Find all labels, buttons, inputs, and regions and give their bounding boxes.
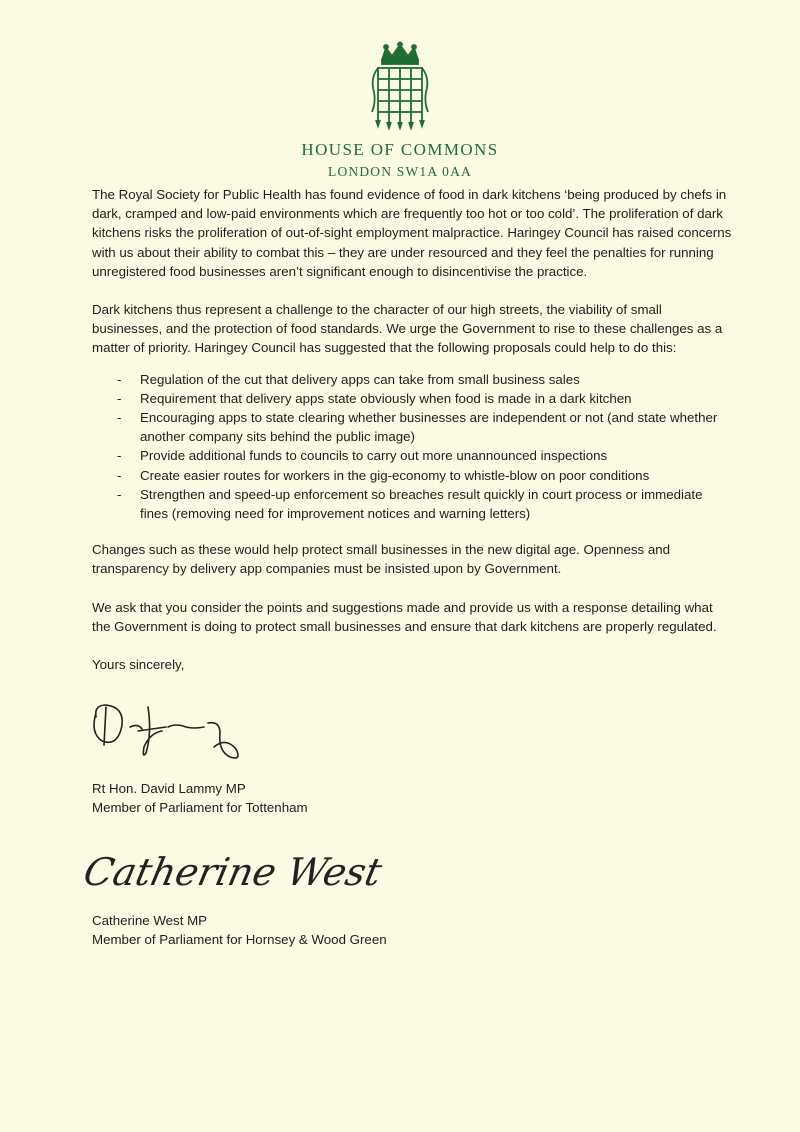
paragraph-2: Dark kitchens thus represent a challenge to the character of our high streets, the viability of small businesses, and the protection of food standards. We urge the Government to rise to these challenges as a matter of priority. Haringey Council has suggested that the following proposals could help to do this: xyxy=(92,302,723,356)
signatory-name: Catherine West MP xyxy=(92,912,208,928)
list-item: - Strengthen and speed-up enforcement so breaches result quickly in court process or immediate fines (removing need for improvement notices and warning letters) xyxy=(117,486,703,522)
signatory-name: Rt Hon. David Lammy MP xyxy=(92,781,246,797)
list-item: - Encouraging apps to state clearing whether businesses are independent or not (and state whether another company sits behind the public image) xyxy=(117,410,718,445)
list-item: - Requirement that delivery apps state obviously when food is made in a dark kitchen xyxy=(117,390,632,406)
signatory-role: Member of Parliament for Hornsey & Wood Green xyxy=(92,931,387,947)
signature-west xyxy=(79,837,386,903)
portcullis-crest-icon xyxy=(364,42,436,132)
sign-off: Yours sincerely, xyxy=(92,657,185,673)
paragraph-3: Changes such as these would help protect small businesses in the new digital age. Openness and transparency by delivery app companies must be insisted upon by Government. xyxy=(92,542,671,577)
list-item: - Create easier routes for workers in the gig-economy to whistle-blow on poor conditions xyxy=(117,467,650,483)
signatory-role: Member of Parliament for Tottenham xyxy=(92,800,308,816)
signature-lammy xyxy=(86,693,286,771)
list-item: - Regulation of the cut that delivery apps can take from small business sales xyxy=(117,371,580,387)
svg-text:Catherine West: Catherine West xyxy=(79,850,386,895)
paragraph-1: The Royal Society for Public Health has found evidence of food in dark kitchens ‘being produced by chefs in dark, cramped and low-paid environments which are frequently too hot or too cold’. The proliferation of dark kitchens risks the proliferation of out-of-sight employment malpractice. Haringey Council has raised concerns with us about their ability to combat this – they are under resourced and they feel the penalties for running unregistered food businesses aren’t significant enough to disincentivise the practice. xyxy=(92,187,732,279)
letterhead-title: HOUSE OF COMMONS xyxy=(301,140,499,159)
proposals-list xyxy=(92,370,732,524)
paragraph-4: We ask that you consider the points and suggestions made and provide us with a response detailing what the Government is doing to protect small businesses and ensure that dark kitchens are properly regulated. xyxy=(92,599,717,634)
letter-body xyxy=(79,185,732,968)
letterhead-address: LONDON SW1A 0AA xyxy=(328,164,472,179)
list-item: - Provide additional funds to councils to carry out more unannounced inspections xyxy=(117,448,608,464)
